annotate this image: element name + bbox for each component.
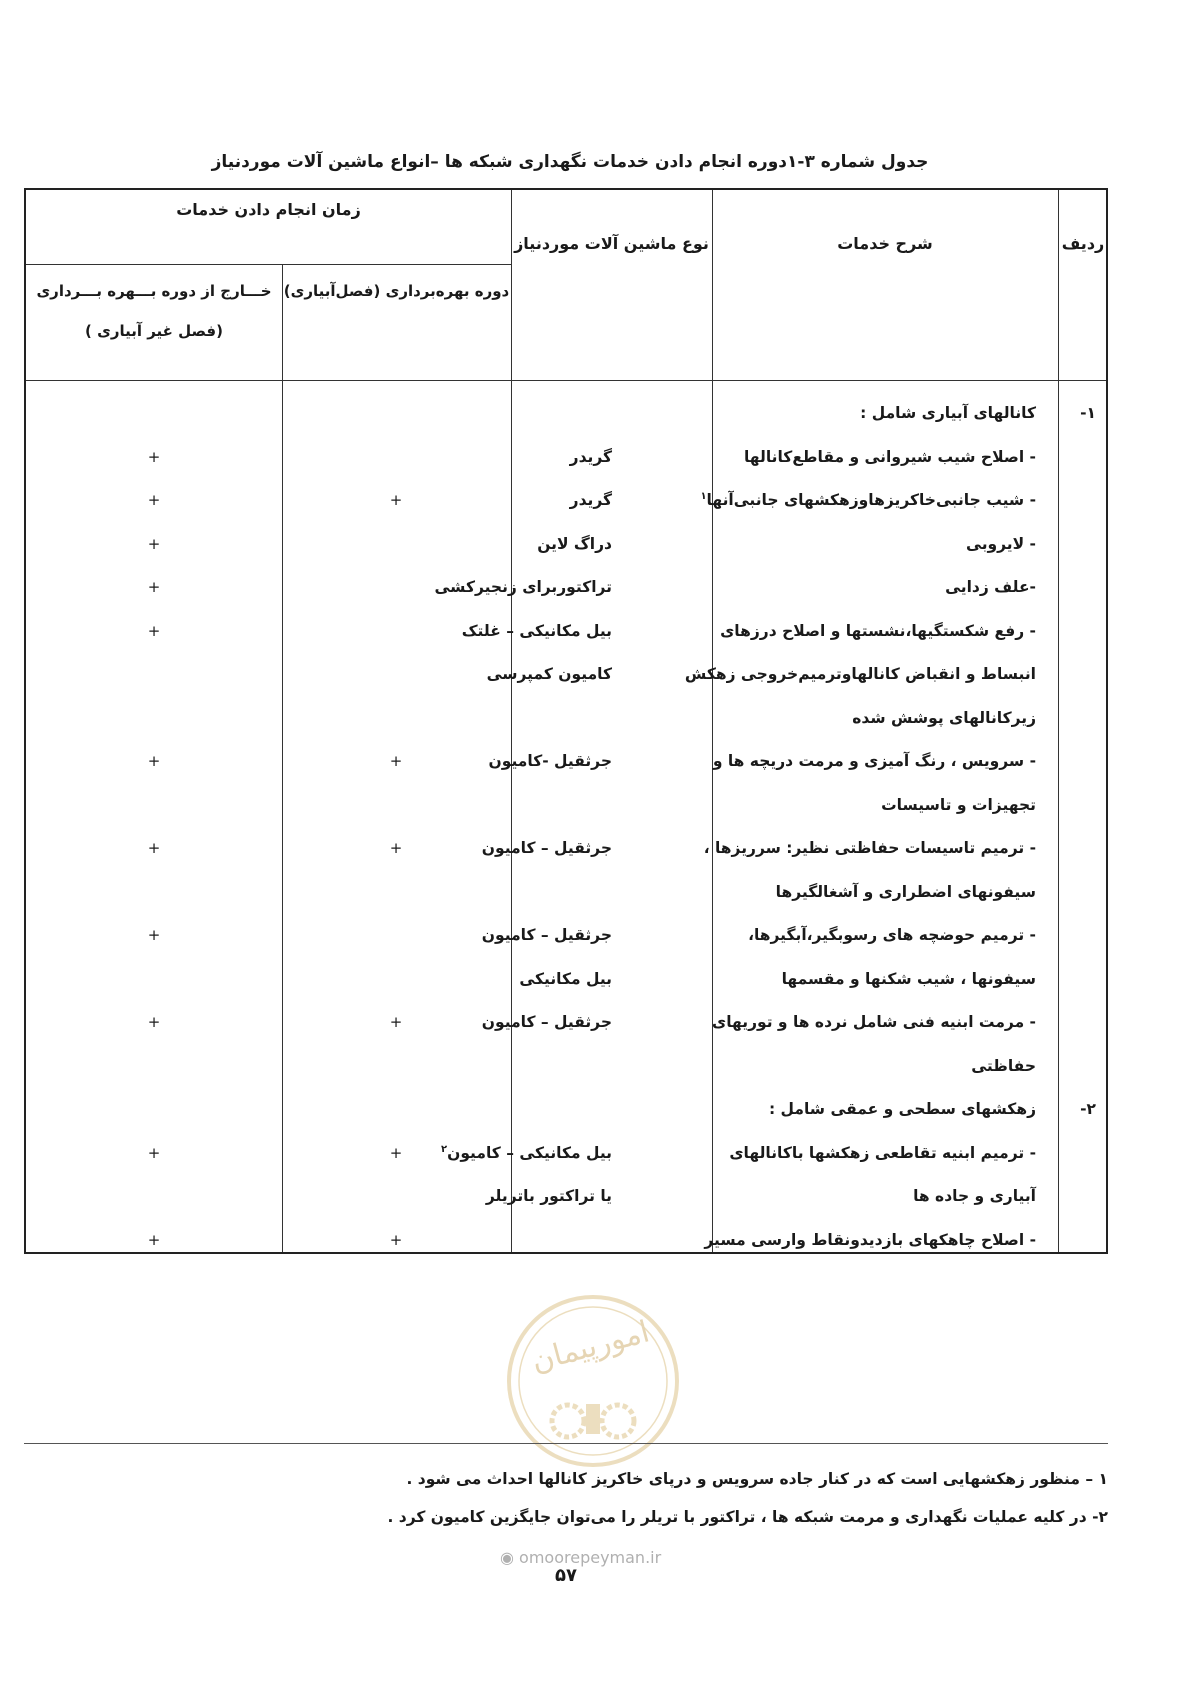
service-text: - اصلاح چاهکهای بازدیدونقاط وارسی مسیر — [704, 1230, 1036, 1249]
machinery-type — [482, 839, 612, 857]
service-description — [881, 796, 1036, 814]
row-number: ۲- — [1080, 1100, 1096, 1118]
machinery-text: کامیون کمپرسی — [486, 665, 612, 683]
operation-season-mark: + — [389, 1013, 403, 1031]
non-operation-mark: + — [147, 1013, 161, 1031]
service-text: تجهیزات و تاسیسات — [881, 795, 1036, 814]
service-text: کانالهای آبیاری شامل : — [860, 404, 1036, 422]
service-description — [945, 578, 1036, 596]
machinery-type — [487, 665, 612, 683]
header-machinery: نوع ماشین آلات موردنیاز — [514, 234, 709, 253]
service-text: -علف زدایی — [945, 578, 1036, 596]
service-description — [704, 1231, 1036, 1249]
service-text: زهکشهای سطحی و عمقی شامل : — [768, 1100, 1036, 1118]
service-text: سیفونهای اضطراری و آشغالگیرها — [775, 882, 1036, 901]
service-text: - اصلاح شیب شیروانی و مقاطع‌کانالها — [743, 447, 1036, 466]
service-description — [748, 926, 1036, 944]
header-description: شرح خدمات — [837, 234, 933, 253]
service-text: انبساط و انقباض کانالهاوترمیم‌خروجی زهکش — [684, 665, 1036, 683]
machinery-text: جرثقیل – کامیون — [481, 1013, 612, 1031]
machinery-text: جرثقیل -کامیون — [488, 752, 612, 770]
machinery-type — [489, 752, 613, 770]
header-non-operation: خـــارج از دوره بـــهره بـــرداری — [36, 282, 272, 300]
non-operation-mark: + — [147, 839, 161, 857]
machinery-text: بیل مکانیکی – کامیون — [447, 1143, 612, 1162]
machinery-text: تراکتوربرای زنجیرکشی — [434, 578, 612, 596]
service-description — [966, 535, 1036, 553]
non-operation-mark: + — [147, 491, 161, 509]
machinery-type — [570, 448, 612, 466]
machinery-type — [435, 578, 613, 596]
service-description — [712, 1013, 1036, 1031]
machinery-type — [519, 970, 612, 988]
service-description — [729, 1144, 1036, 1162]
machinery-type — [570, 491, 612, 509]
footnote-2: ۲- در کلیه عملیات نگهداری و مرمت شبکه ها ، تراکتور با تریلر را می‌توان جایگزین کامیون کرد . — [387, 1508, 1108, 1526]
col-divider — [1058, 190, 1059, 1252]
service-description — [685, 665, 1036, 683]
non-operation-mark: + — [147, 534, 161, 553]
site-watermark: ◉ omoorepeyman.ir — [500, 1548, 662, 1567]
service-text: - شیب جانبی‌خاکریزهاوزهکشهای جانبی‌آنها — [706, 491, 1036, 510]
service-text: - ترمیم حوضچه های رسوبگیر،آبگیرها، — [748, 926, 1036, 944]
machinery-text: گریدر — [569, 447, 612, 466]
operation-season-mark: + — [389, 1143, 403, 1162]
service-description — [913, 1187, 1036, 1205]
machinery-type — [482, 926, 612, 944]
service-text: آبیاری و جاده ها — [913, 1187, 1036, 1205]
machinery-text: جرثقیل – کامیون — [481, 839, 612, 857]
header-timing: زمان انجام دادن خدمات — [176, 200, 361, 219]
service-description — [852, 709, 1036, 727]
footnote-separator — [24, 1443, 1108, 1444]
machinery-text: یا تراکتور باتریلر — [485, 1187, 612, 1205]
service-text: - رفع شکستگیها،نشستها و اصلاح درزهای — [720, 621, 1036, 640]
table-title: جدول شماره ۳-۱دوره انجام دادن خدمات نگهداری شبکه ها –انواع ماشین آلات موردنیاز — [211, 152, 929, 172]
machinery-type — [486, 1187, 612, 1205]
machinery-text: دراگ لاین — [537, 534, 612, 553]
machinery-text: گریدر — [569, 491, 612, 509]
machinery-text: بیل مکانیکی — [519, 969, 612, 988]
machinery-text: بیل مکانیکی – غلتک — [461, 621, 612, 640]
service-description — [713, 752, 1036, 770]
machinery-type — [441, 1144, 612, 1162]
service-description — [782, 970, 1036, 988]
service-text: - ترمیم تاسیسات حفاظتی نظیر: سرریزها ، — [703, 839, 1036, 857]
service-description — [860, 404, 1036, 422]
machinery-type — [482, 1013, 612, 1031]
col-divider — [712, 190, 713, 1252]
service-text: سیفونها ، شیب شکنها و مقسمها — [781, 969, 1036, 988]
header-row-no: ردیف — [1061, 234, 1105, 253]
col-divider — [282, 264, 283, 1252]
service-description — [776, 883, 1036, 901]
machinery-type — [537, 535, 612, 553]
non-operation-mark: + — [147, 752, 161, 770]
service-text: - مرمت ابنیه فنی شامل نرده ها و توریهای — [712, 1013, 1036, 1031]
row-number: ۱- — [1080, 404, 1096, 422]
company-logo — [488, 1286, 698, 1476]
service-description — [720, 622, 1036, 640]
non-operation-mark: + — [147, 1143, 161, 1162]
non-operation-mark: + — [147, 1230, 161, 1249]
service-text: زیر‌کانالهای پوشش شده — [852, 708, 1036, 727]
service-text: - ترمیم ابنیه تقاطعی زهکشها با‌کانالهای — [729, 1143, 1036, 1162]
operation-season-mark: + — [389, 491, 403, 509]
non-operation-mark: + — [147, 621, 161, 640]
header-non-operation-note: (فصل غیر آبیاری ) — [85, 322, 223, 340]
operation-season-mark: + — [389, 1230, 403, 1249]
non-operation-mark: + — [147, 926, 161, 944]
header-divider — [26, 264, 511, 265]
non-operation-mark: + — [147, 578, 161, 596]
service-description — [744, 448, 1036, 466]
operation-season-mark: + — [389, 839, 403, 857]
machinery-text: جرثقیل – کامیون — [481, 926, 612, 944]
svg-text:امورپیمان: امورپیمان — [527, 1314, 654, 1380]
services-table — [24, 188, 1108, 1254]
header-bottom-line — [26, 380, 1106, 381]
service-text: - لایروبی — [966, 534, 1036, 553]
service-description — [704, 839, 1036, 857]
col-divider — [511, 190, 512, 1252]
service-text: حفاظتی — [971, 1056, 1036, 1075]
non-operation-mark: + — [147, 447, 161, 466]
footnote-1: ۱ – منظور زهکشهایی است که در کنار جاده سرویس و درپای خاکریز کانالها احداث می شود . — [406, 1470, 1108, 1488]
service-description — [769, 1100, 1036, 1118]
service-description — [971, 1057, 1036, 1075]
footnote-ref: ۲ — [440, 1143, 448, 1155]
footnote-ref: ۱ — [700, 491, 707, 502]
header-operation-season: دوره بهره‌برداری (فصل‌آبیاری) — [283, 282, 510, 300]
service-description — [700, 491, 1036, 509]
operation-season-mark: + — [389, 752, 403, 770]
page-number: ۵۷ — [555, 1565, 577, 1586]
service-text: - سرویس ، رنگ آمیزی و مرمت دریچه ها و — [712, 752, 1036, 770]
machinery-type — [462, 622, 612, 640]
